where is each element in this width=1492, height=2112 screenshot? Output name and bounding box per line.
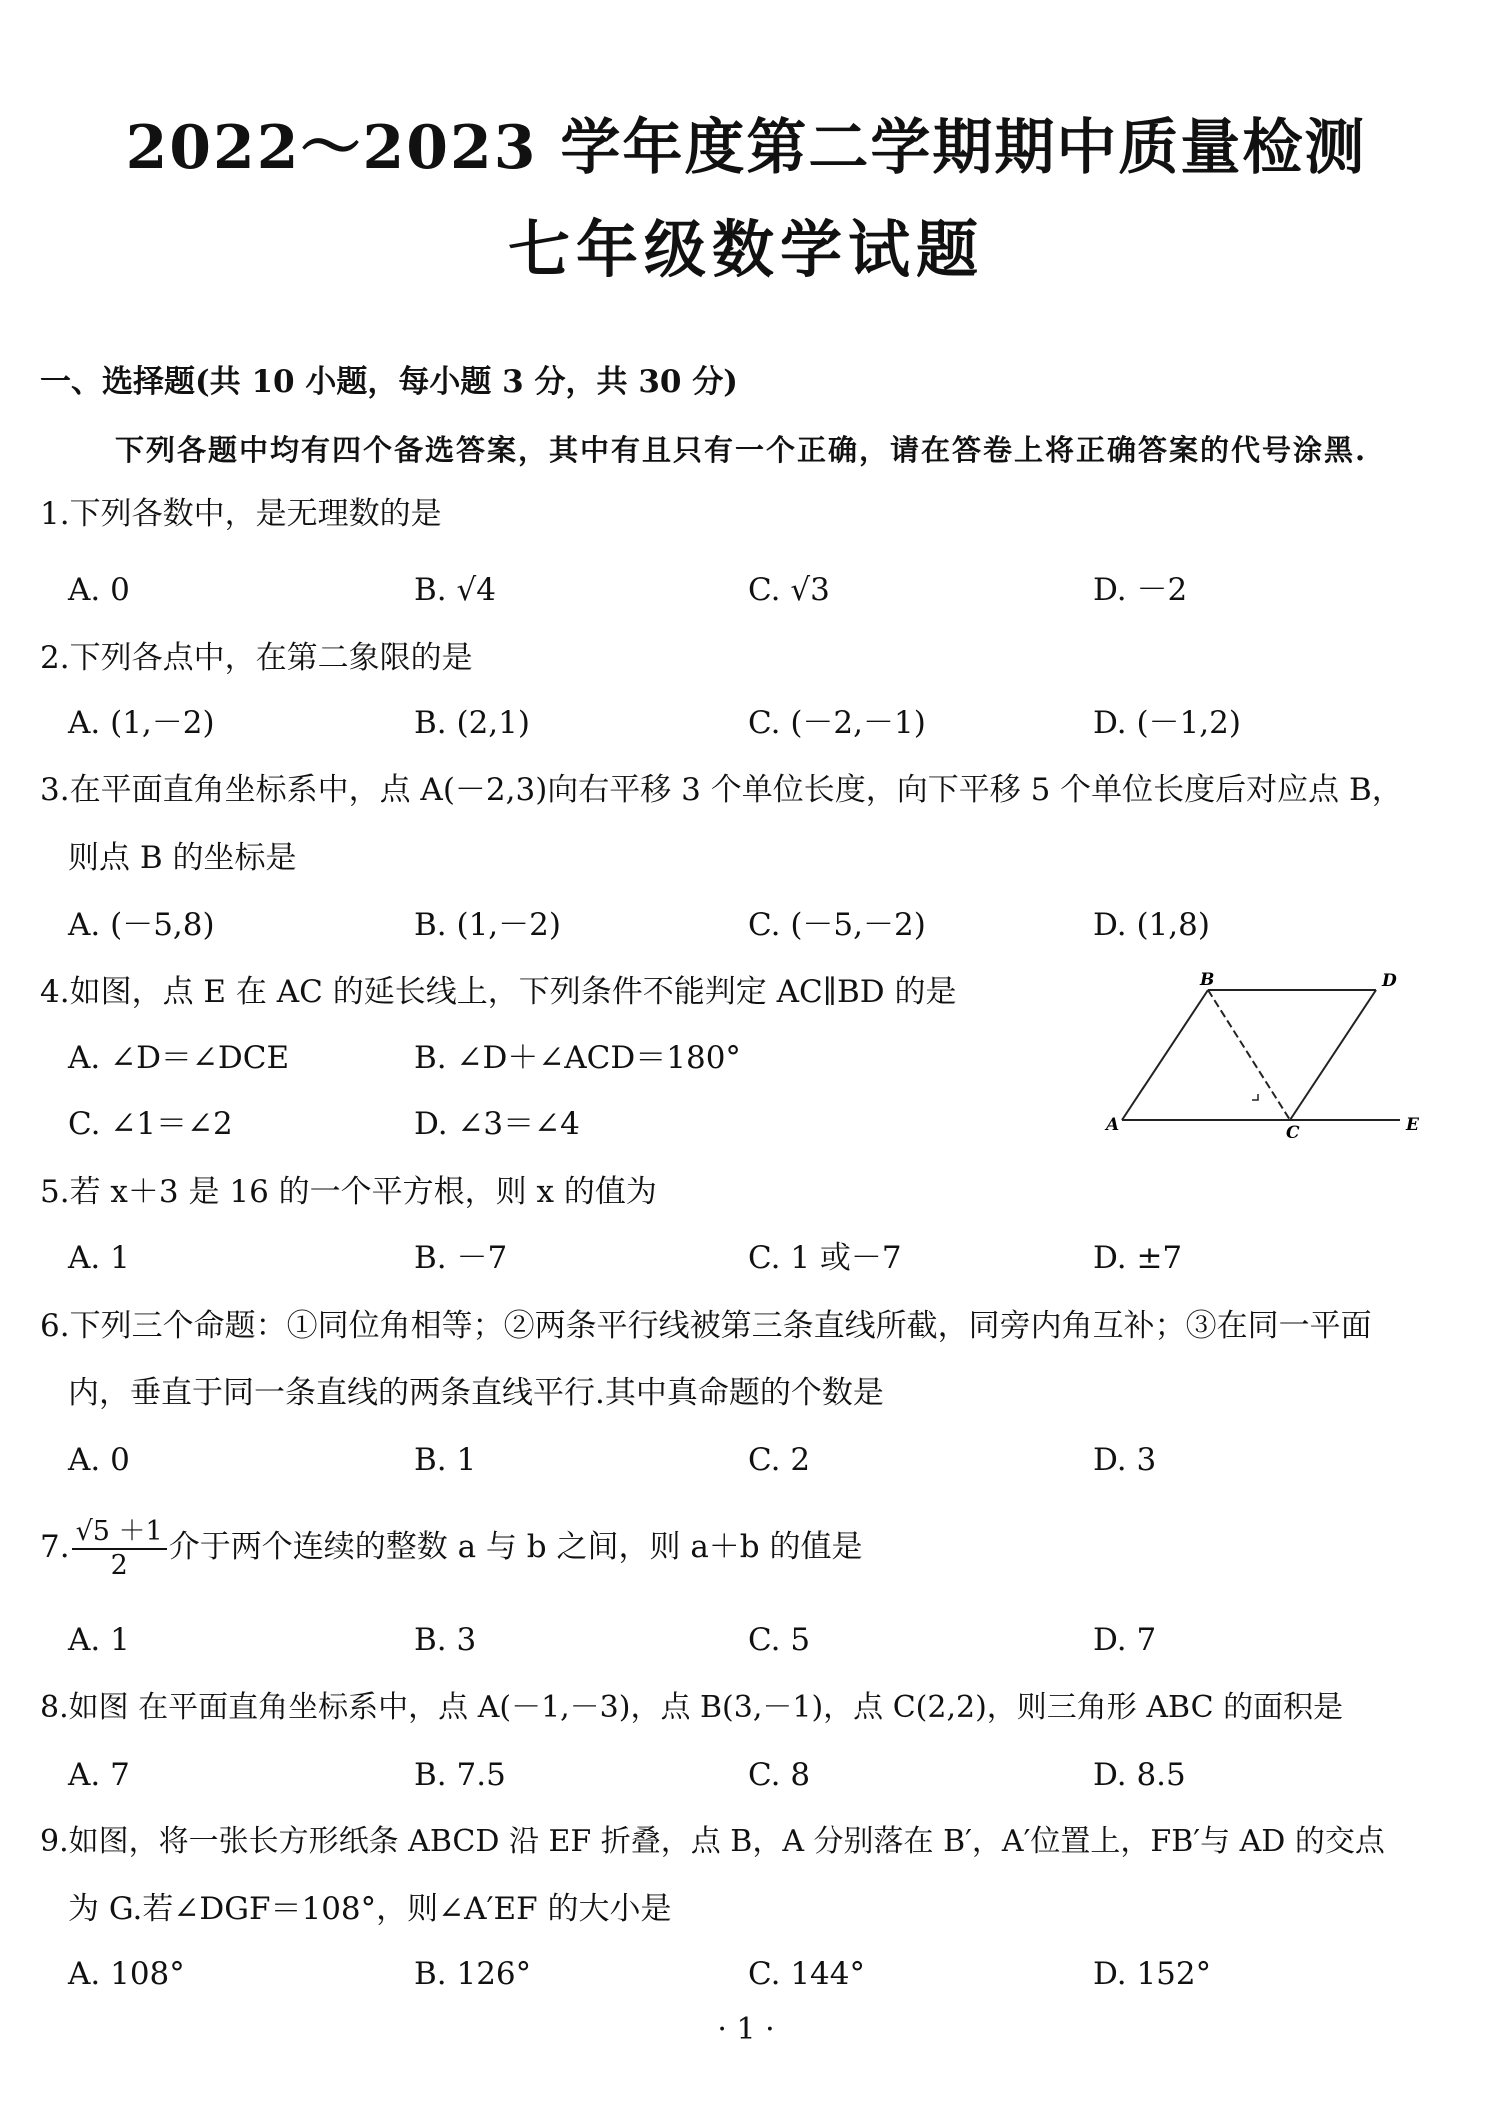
- option-c: C. 8: [748, 1757, 811, 1793]
- question-5-stem: 5.若 x＋3 是 16 的一个平方根，则 x 的值为: [40, 1174, 657, 1210]
- question-8-options: [68, 1755, 1428, 1795]
- page-number: · 1 ·: [717, 2012, 775, 2047]
- option-b: B. 7.5: [414, 1757, 506, 1793]
- option-b: B. (2,1): [414, 705, 530, 741]
- option-d: D. 3: [1093, 1442, 1157, 1478]
- option-d: D. (－1,2): [1093, 705, 1241, 741]
- option-a: A. (－5,8): [68, 907, 215, 943]
- option-b: B. 1: [414, 1442, 477, 1478]
- label-b: B: [1200, 970, 1215, 990]
- option-d: D. ±7: [1093, 1240, 1183, 1276]
- option-b: B. √4: [414, 572, 496, 608]
- question-3-stem-cont: 则点 B 的坐标是: [68, 840, 297, 876]
- option-b: B. 126°: [414, 1956, 532, 1992]
- question-3-stem: 3.在平面直角坐标系中，点 A(－2,3)向右平移 3 个单位长度，向下平移 5 个单位长度后对应点 B，: [40, 772, 1403, 808]
- label-d: D: [1382, 971, 1397, 991]
- label-c: C: [1286, 1123, 1300, 1143]
- question-6-options: [68, 1440, 1428, 1480]
- question-1-options: [68, 570, 1428, 610]
- question-9-options: [68, 1954, 1428, 1994]
- option-d: D. (1,8): [1093, 907, 1210, 943]
- option-a: A. 1: [68, 1240, 130, 1276]
- question-7-stem-row: [40, 1512, 863, 1582]
- question-6-stem-cont: 内，垂直于同一条直线的两条直线平行.其中真命题的个数是: [68, 1375, 884, 1411]
- question-4-options-row2: [68, 1104, 768, 1144]
- label-a: A: [1106, 1115, 1120, 1135]
- option-d: D. 8.5: [1093, 1757, 1186, 1793]
- option-c: C. 1 或－7: [748, 1240, 902, 1276]
- option-b: B. 3: [414, 1622, 477, 1658]
- option-b: B. (1,－2): [414, 907, 561, 943]
- option-a: A. ∠D＝∠DCE: [68, 1040, 290, 1076]
- angle-mark: [1252, 1094, 1258, 1100]
- segment-ab: [1122, 990, 1208, 1120]
- option-a: A. 108°: [68, 1956, 185, 1992]
- segment-cd: [1290, 990, 1376, 1120]
- option-d: D. －2: [1093, 572, 1188, 608]
- question-2-stem: 2.下列各点中，在第二象限的是: [40, 640, 473, 676]
- question-4-figure: [1100, 970, 1440, 1150]
- section-instruction: 下列各题中均有四个备选答案，其中有且只有一个正确，请在答卷上将正确答案的代号涂黑.: [115, 433, 1368, 467]
- option-c: C. (－5,－2): [748, 907, 926, 943]
- option-b: B. －7: [414, 1240, 508, 1276]
- question-7-fraction: [72, 1516, 167, 1582]
- option-a: A. (1,－2): [68, 705, 215, 741]
- exam-subtitle: 七年级数学试题: [507, 213, 984, 286]
- question-5-options: [68, 1238, 1428, 1278]
- option-a: A. 0: [68, 572, 130, 608]
- question-6-stem: 6.下列三个命题：①同位角相等；②两条平行线被第三条直线所截，同旁内角互补；③在同一平面: [40, 1308, 1372, 1344]
- option-a: A. 0: [68, 1442, 130, 1478]
- question-4-options-row1: [68, 1038, 768, 1078]
- exam-title: 2022～2023 学年度第二学期期中质量检测: [125, 113, 1367, 183]
- option-d: D. ∠3＝∠4: [414, 1106, 580, 1142]
- question-7-options: [68, 1620, 1428, 1660]
- option-c: C. ∠1＝∠2: [68, 1106, 233, 1142]
- option-d: D. 7: [1093, 1622, 1157, 1658]
- question-8-stem: 8.如图 在平面直角坐标系中，点 A(－1,－3)，点 B(3,－1)，点 C(2,2)，则三角形 ABC 的面积是: [40, 1690, 1344, 1725]
- option-c: C. 2: [748, 1442, 811, 1478]
- option-b: B. ∠D＋∠ACD＝180°: [414, 1040, 741, 1076]
- question-7-stem: 介于两个连续的整数 a 与 b 之间，则 a＋b 的值是: [168, 1529, 863, 1565]
- fraction-denominator: 2: [110, 1549, 128, 1581]
- section-heading: 一、选择题(共 10 小题，每小题 3 分，共 30 分): [40, 364, 738, 400]
- option-d: D. 152°: [1093, 1956, 1212, 1992]
- option-c: C. 5: [748, 1622, 811, 1658]
- question-3-options: [68, 905, 1428, 945]
- question-1-stem: 1.下列各数中，是无理数的是: [40, 496, 442, 532]
- option-a: A. 1: [68, 1622, 130, 1658]
- option-a: A. 7: [68, 1757, 130, 1793]
- question-9-stem: 9.如图，将一张长方形纸条 ABCD 沿 EF 折叠，点 B，A 分别落在 B′，A′位置上，FB′与 AD 的交点: [40, 1824, 1385, 1859]
- label-e: E: [1406, 1115, 1419, 1135]
- option-c: C. √3: [748, 572, 830, 608]
- question-4-stem: 4.如图，点 E 在 AC 的延长线上，下列条件不能判定 AC∥BD 的是: [40, 974, 957, 1010]
- option-c: C. (－2,－1): [748, 705, 926, 741]
- option-c: C. 144°: [748, 1956, 865, 1992]
- segment-bc: [1208, 990, 1290, 1120]
- question-7-number: 7.: [40, 1529, 70, 1565]
- question-9-stem-cont: 为 G.若∠DGF＝108°，则∠A′EF 的大小是: [68, 1891, 672, 1927]
- fraction-numerator: √5 ＋1: [72, 1516, 167, 1550]
- question-2-options: [68, 703, 1428, 743]
